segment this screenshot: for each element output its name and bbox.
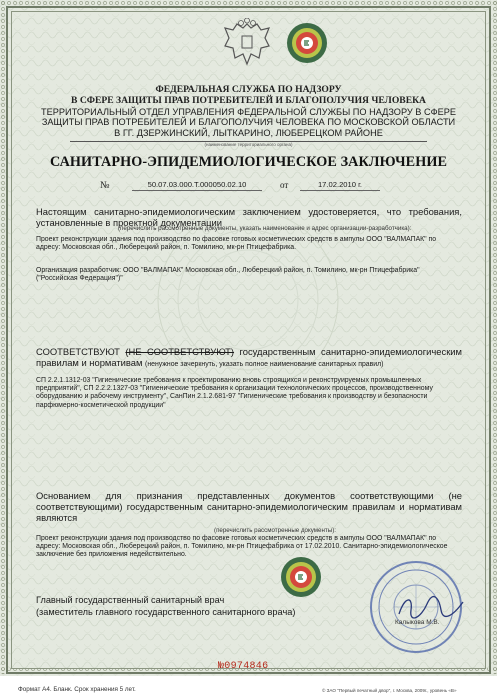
agency-name-line2: В СФЕРЕ ЗАЩИТЫ ПРАВ ПОТРЕБИТЕЛЕЙ И БЛАГОПОЛУЧИЯ ЧЕЛОВЕКА: [71, 95, 426, 106]
hologram-seal-icon: [280, 556, 322, 598]
footer-form-info: Формат А4. Бланк. Срок хранения 5 лет.: [18, 686, 136, 693]
doctor-name: Калыкова М.В.: [395, 619, 440, 626]
territorial-body: ТЕРРИТОРИАЛЬНЫЙ ОТДЕЛ УПРАВЛЕНИЯ ФЕДЕРАЛЬНОЙ СЛУЖБЫ ПО НАДЗОРУ В СФЕРЕ ЗАЩИТЫ ПРАВ ПОТРЕБИТЕЛЕЙ И БЛАГОПОЛУЧИЯ ЧЕЛОВЕКА ПО МОСКОВСКОЙ ОБЛАСТИ В ГГ. ДЗЕРЖИНСКИЙ, ЛЫТКАРИНО, ЛЮБЕРЕЦКОМ РАЙОНЕ: [41, 107, 456, 138]
intro-text: Настоящим санитарно-эпидемиологическим заключением удостоверяется, что требования, установленные в проектной документации: [36, 206, 462, 228]
basis-text: Основанием для признания представленных документов соответствующими (не соответствующими) государственным санитарно-эпидемиологическим правилам и нормативам являются: [36, 490, 462, 523]
number-label: №: [100, 180, 110, 191]
conformity-rest: государственным санитарно-эпидемиологическим правилам и нормативам: [36, 346, 462, 368]
document-title: САНИТАРНО-ЭПИДЕМИОЛОГИЧЕСКОЕ ЗАКЛЮЧЕНИЕ: [49, 154, 448, 170]
document-number: 50.07.03.000.Т.000050.02.10: [132, 180, 262, 191]
date-label: от: [280, 180, 289, 190]
deputy-doctor-title: (заместитель главного государственного санитарного врача): [36, 607, 296, 617]
developer-organization: Организация разработчик: ООО "ВАЛМАПАК" Московская обл., Люберецкий район, п. Томилино, мк-рн Птицефабрика" ("Российская Федерация")": [36, 267, 420, 283]
basis-hint: (перечислить рассмотренные документы):: [214, 527, 336, 534]
territorial-caption: (наименование территориального органа): [204, 142, 293, 147]
corresponds-label: СООТВЕТСТВУЮТ: [36, 346, 120, 357]
serial-number: №0974846: [218, 661, 269, 672]
conformity-hint: (ненужное зачеркнуть, указать полное наименование санитарных правил): [145, 361, 384, 368]
conformity-statement: [36, 346, 462, 369]
handwritten-signature: [395, 592, 467, 622]
hologram-seal-icon: [286, 22, 328, 64]
regulations-list: СП 2.2.1.1312-03 "Гигиенические требования к проектированию вновь строящихся и реконструируемых промышленных предприятий", СП 2.2.2.1327-03 "Гигиенические требования к организации технологических процессов, производственному оборудованию и рабочему инструменту", СанПин 2.1.2.681-97 "Гигиенические требования к производству и безопасности парфюмерно-косметической продукции": [36, 377, 433, 409]
intro-hint: (перечислить рассмотренные документы, указать наименование и адрес организации-разработчика):: [118, 225, 412, 232]
not-corresponds-label: (НЕ СООТВЕТСТВУЮТ): [125, 346, 235, 357]
basis-details: Проект реконструкции здания под производство по фасовке готовых косметических средств в ампулы ООО "ВАЛМАПАК" по адресу: Московская обл., Люберецкий район, п. Томилино, мк-рн Птицефабрика от 17.02.2010. Санитарно-эпидемиологическое заключение без приложения недействительно.: [36, 535, 448, 559]
document-date: 17.02.2010 г.: [300, 180, 380, 191]
project-description: Проект реконструкции здания под производство по фасовке готовых косметических средств в ампулы ООО "ВАЛМАПАК" по адресу: Московская обл., Люберецкий район, п. Томилино, мк-рн Птицефабрика.: [36, 236, 437, 252]
chief-doctor-title: Главный государственный санитарный врач: [36, 595, 225, 605]
footer-printer-info: © ЗАО "Первый печатный двор", г. Москва, 2009г., уровень «В»: [322, 688, 457, 693]
agency-name-line1: ФЕДЕРАЛЬНАЯ СЛУЖБА ПО НАДЗОРУ: [155, 84, 342, 95]
russian-coat-of-arms-icon: [221, 18, 273, 68]
